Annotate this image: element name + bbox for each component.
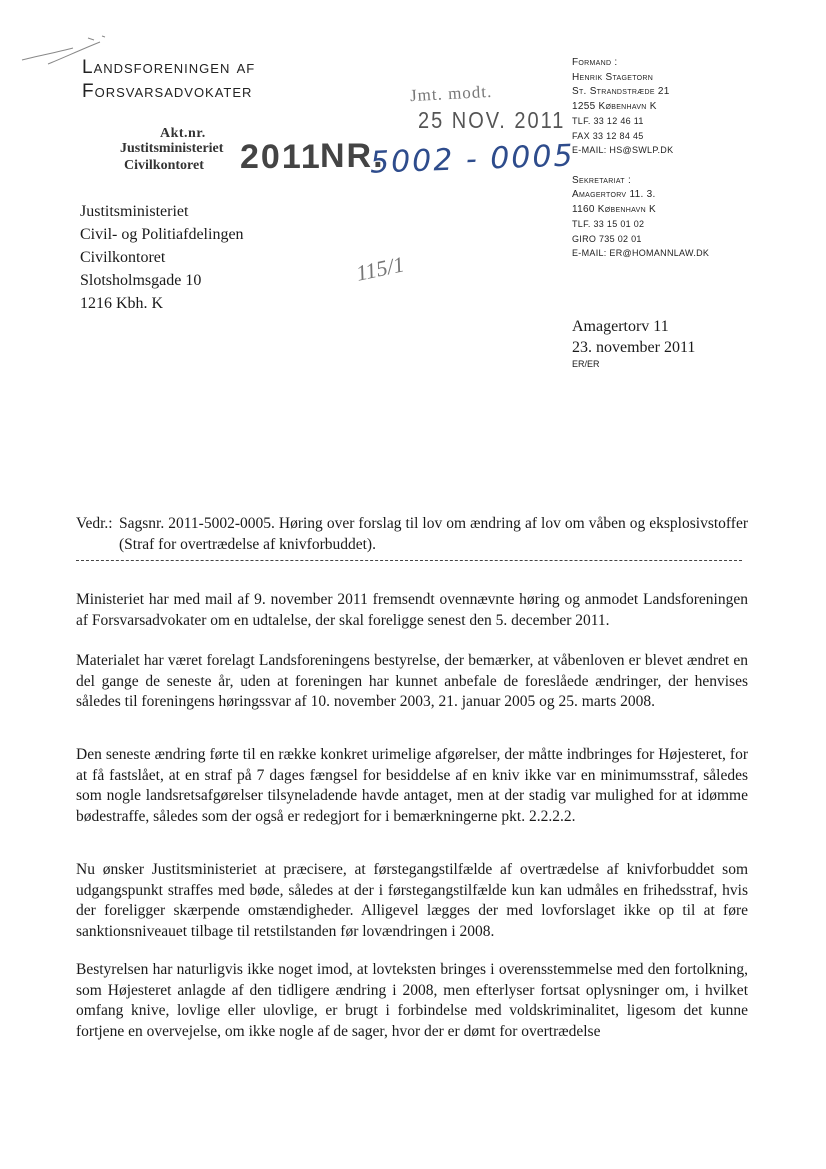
recipient-line: Justitsministeriet bbox=[80, 203, 189, 220]
body-paragraph-3 bbox=[76, 745, 748, 827]
body-paragraph-2 bbox=[76, 651, 748, 713]
sekretariat-label: Sekretariat : bbox=[572, 174, 632, 186]
recipient-line: Slotsholmsgade 10 bbox=[80, 272, 202, 289]
letterhead-line-2: Forsvarsadvokater bbox=[82, 81, 253, 102]
formand-name: Henrik Stagetorn bbox=[572, 71, 654, 83]
sekretariat-phone: TLF. 33 15 01 02 bbox=[572, 219, 645, 229]
handwritten-case-number: 5002 - 0005 bbox=[369, 138, 576, 181]
formand-phone: TLF. 33 12 46 11 bbox=[572, 116, 644, 126]
dateline bbox=[572, 316, 695, 370]
paragraph-text: Nu ønsker Justitsministeriet at præcisere, at førstegangstilfælde af overtrædelse af knivforbuddet som udgangspunkt straffes med bøde, således at der i førstegangstilfælde kun kan udmåles en frihedsstraf, hvis der foreligger skærpende omstændigheder. Alligevel lægges der med lovforslaget ikke op til at føre sanktionsniveauet tilbage til retstilstanden før lovændringen i 2008. bbox=[76, 861, 748, 940]
sekretariat-street: Amagertorv 11. 3. bbox=[572, 189, 656, 200]
stamp-received-date: 25 NOV. 2011 bbox=[418, 108, 566, 134]
formand-street: St. Strandstræde 21 bbox=[572, 86, 670, 97]
dashed-divider bbox=[76, 560, 742, 561]
stamp-ministry-line-1: Justitsministeriet bbox=[120, 141, 224, 156]
dateline-date: 23. november 2011 bbox=[572, 339, 696, 356]
recipient-line: Civil- og Politiafdelingen bbox=[80, 226, 244, 243]
stamp-year: 2011 bbox=[240, 138, 322, 176]
stamp-akt-nr: Akt.nr. bbox=[160, 126, 206, 141]
recipient-address bbox=[80, 200, 244, 315]
body-paragraph-1 bbox=[76, 590, 748, 631]
letterhead-line-1: Landsforeningen af bbox=[82, 57, 256, 78]
stamp-ministry bbox=[120, 140, 223, 174]
paragraph-text: Den seneste ændring førte til en række konkret urimelige afgørelser, der måtte indbringes for Højesteret, for at få fastslået, at en straf på 7 dages fængsel for besiddelse af en kniv ikke var en minimumsstraf, således som nogle landsretsafgørelser tilsyneladende havde antaget, men at der stadig var mulighed for at idømme bødestraffe, således som der også er redegjort for i bemærkningerne pkt. 2.2.2.2. bbox=[76, 746, 748, 825]
letterhead-organization-name bbox=[82, 56, 255, 104]
subject-block bbox=[76, 514, 748, 555]
dateline-initials: ER/ER bbox=[572, 359, 600, 369]
sekretariat-email: E-MAIL: ER@HOMANNLAW.DK bbox=[572, 248, 710, 258]
stamp-nr-label: NR. bbox=[320, 137, 385, 175]
recipient-line: 1216 Kbh. K bbox=[80, 295, 164, 312]
stamp-ministry-line-2: Civilkontoret bbox=[124, 158, 204, 173]
subject-label: Vedr.: bbox=[76, 515, 113, 532]
formand-city: 1255 København K bbox=[572, 100, 657, 112]
body-paragraph-4 bbox=[76, 860, 748, 942]
handwritten-mark: 115/1 bbox=[353, 251, 407, 286]
paragraph-text: Ministeriet har med mail af 9. november 2011 fremsendt ovennævnte høring og anmodet Landsforeningen af Forsvarsadvokater om en udtalelse, der skal foreligge senest den 5. december 2011. bbox=[76, 591, 748, 629]
subject-text: Sagsnr. 2011-5002-0005. Høring over forslag til lov om ændring af lov om våben og eksplosivstoffer (Straf for overtrædelse af knivforbuddet). bbox=[119, 515, 748, 553]
paragraph-text: Bestyrelsen har naturligvis ikke noget imod, at lovteksten bringes i overensstemmelse med den fortolkning, som Højesteret anlagde af den tidligere ændring i 2008, men efterlyser fortsat oplysninger om, i hvilket omfang knive, lovlige eller ulovlige, er brugt i forbindelse med voldskriminalitet, ligesom det kunne fortjene en overvejelse, om ikke nogle af de sager, hvor der er dømt for overtrædelse bbox=[76, 961, 748, 1040]
body-paragraph-5 bbox=[76, 960, 748, 1042]
sekretariat-city: 1160 København K bbox=[572, 203, 656, 215]
formand-email: E-MAIL: HS@SWLP.DK bbox=[572, 145, 674, 155]
paragraph-text: Materialet har været forelagt Landsforeningens bestyrelse, der bemærker, at våbenloven er blevet ændret en del gange de seneste år, uden at foreningen har kunnet anbefale de foreslåede ændringer, der henvises således til foreningens høringssvar af 10. november 2003, 21. januar 2005 og 25. marts 2008. bbox=[76, 652, 748, 710]
stamp-received-label: Jmt. modt. bbox=[409, 81, 493, 106]
formand-label: Formand : bbox=[572, 57, 618, 68]
formand-fax: FAX 33 12 84 45 bbox=[572, 130, 644, 141]
recipient-line: Civilkontoret bbox=[80, 249, 166, 266]
dateline-place: Amagertorv 11 bbox=[572, 318, 669, 335]
contact-sidebar bbox=[572, 56, 709, 261]
sekretariat-giro: GIRO 735 02 01 bbox=[572, 233, 642, 244]
